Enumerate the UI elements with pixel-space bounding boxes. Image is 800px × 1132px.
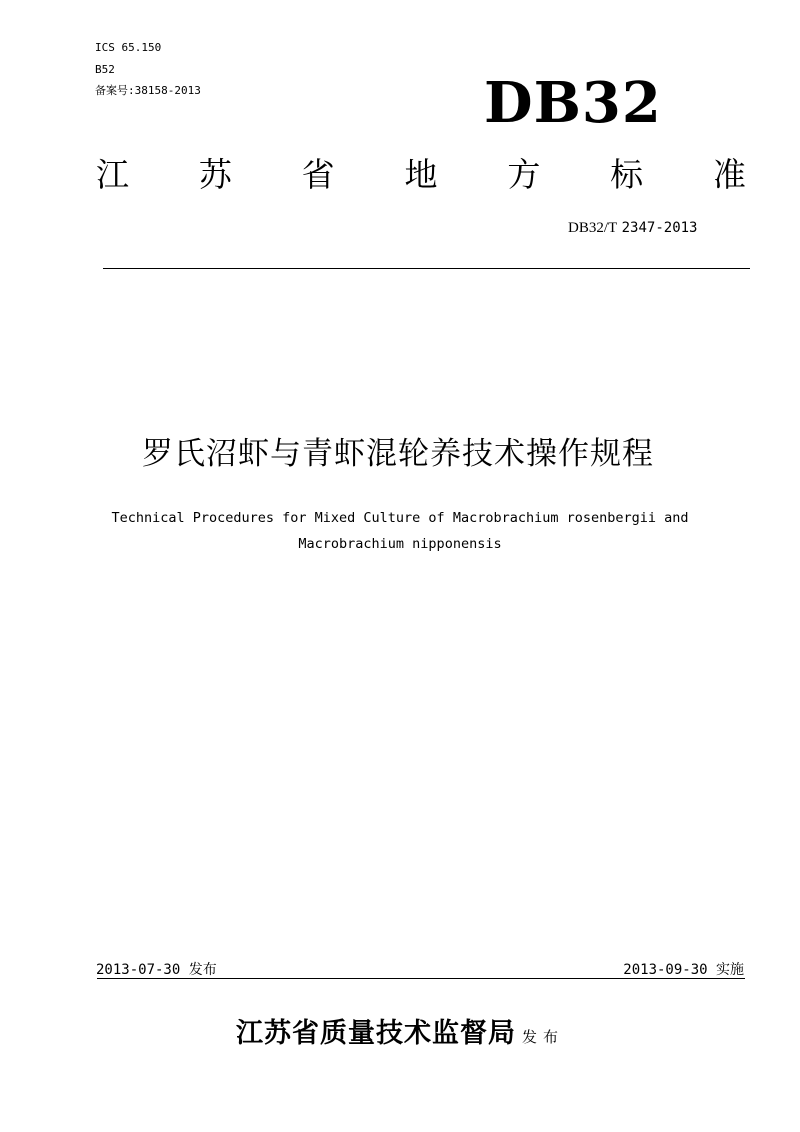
standard-type-char: 方: [507, 155, 541, 194]
standard-type-char: 标: [610, 155, 644, 194]
ccs-code: B52: [95, 63, 115, 76]
document-title-english: [60, 505, 740, 557]
db-code-logo: DB32: [484, 70, 662, 136]
standard-number: [568, 218, 697, 238]
header-divider: [103, 268, 750, 269]
english-title-line-1: Technical Procedures for Mixed Culture of Macrobrachium rosenbergii and: [111, 510, 689, 526]
standard-number-value: 2347-2013: [621, 220, 698, 236]
standard-type-char: 准: [712, 155, 746, 194]
issuer-name: 江苏省质量技术监督局: [235, 1018, 516, 1049]
standard-number-prefix: DB32/T: [568, 220, 618, 236]
footer-divider: [97, 978, 745, 979]
document-title-chinese: 罗氏沼虾与青虾混轮养技术操作规程: [142, 436, 654, 472]
standard-type-char: 江: [96, 155, 129, 194]
issuing-authority: [0, 1014, 800, 1057]
issue-date: 2013-07-30 发布: [96, 962, 217, 978]
ics-code: ICS 65.150: [95, 41, 162, 54]
english-title-line-2: Macrobrachium nipponensis: [298, 536, 502, 552]
standard-type-char: 苏: [198, 155, 232, 194]
standard-type-char: 省: [301, 155, 335, 194]
standard-type-char: 地: [404, 155, 438, 194]
standard-type-heading: [96, 152, 746, 198]
filing-number: 备案号:38158-2013: [95, 84, 201, 97]
implementation-date: 2013-09-30 实施: [623, 962, 744, 978]
issuer-suffix: 发布: [521, 1028, 564, 1046]
